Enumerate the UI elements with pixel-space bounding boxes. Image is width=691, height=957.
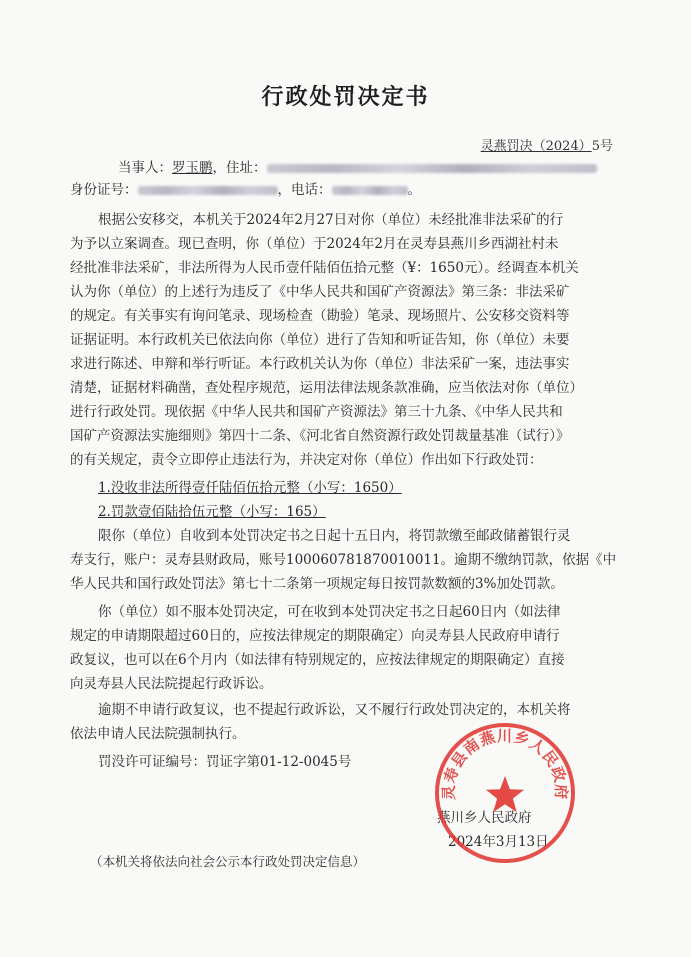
doc-number-year: （2024）	[532, 139, 592, 154]
id-line	[70, 180, 630, 200]
penalty-item-1	[98, 478, 658, 498]
body-line: 证据证明。本行政机关已依法向你（单位）进行了告知和听证告知，你（单位）未要	[70, 332, 570, 348]
body-line: 依法申请人民法院强制执行。	[70, 726, 246, 742]
penalty-item-2	[98, 502, 658, 522]
issue-date: 2024年3月13日	[448, 834, 549, 850]
body-line: 进行行政处罚。现依据《中华人民共和国矿产资源法》第三十九条、《中华人民共和	[70, 404, 563, 420]
body-line: 政复议，也可以在6个月内（如法律有特别规定的，应按法律规定的期限确定）直接	[70, 652, 565, 668]
body-line: 你（单位）如不服本处罚决定，可在收到本处罚决定书之日起60日内（如法律	[98, 604, 561, 620]
penalty-item-1-text: 1.没收非法所得壹仟陆佰伍拾元整（小写：1650）	[98, 480, 402, 496]
body-line: 规定的申请期限超过60日的，应按法律规定的期限确定）向灵寿县人民政府申请行	[70, 628, 560, 644]
doc-number-no: 5号	[591, 139, 613, 154]
seal-text: 灵寿县南燕川乡人民政府	[439, 726, 571, 801]
body-line: 逾期不申请行政复议，也不提起行政诉讼，又不履行行政处罚决定的，本机关将	[98, 702, 571, 718]
permit-number: 罚没许可证编号：罚证字第01-12-0045号	[98, 754, 352, 770]
official-seal-icon	[432, 720, 578, 866]
body-line: 为予以立案调查。现已查明，你（单位）于2024年2月在灵寿县燕川乡西湖社村未	[70, 236, 559, 252]
document-title: 行政处罚决定书	[261, 84, 430, 110]
footnote: （本机关将依法向社会公示本行政处罚决定信息）	[90, 854, 366, 869]
party-line	[118, 158, 678, 178]
redacted-id-number	[138, 186, 278, 195]
body-line: 经批准非法采矿，非法所得为人民币壹仟陆佰伍拾元整（¥：1650元）。经调查本机关	[70, 260, 579, 276]
document-number	[481, 135, 613, 154]
party-phone-label: ，电话：	[277, 182, 332, 198]
party-name: 罗玉鹏	[172, 160, 213, 176]
body-line: 根据公安移交，本机关于2024年2月27日对你（单位）未经批准非法采矿的行	[98, 212, 564, 228]
redacted-address	[267, 164, 597, 173]
doc-number-prefix: 灵燕罚决	[480, 139, 533, 154]
body-line: 寿支行，账户：灵寿县财政局，账号100060781870010011。逾期不缴纳罚款，依据《中	[70, 552, 617, 568]
body-line: 国矿产资源法实施细则》第四十二条、《河北省自然资源行政处罚裁量基准（试行）》	[70, 428, 570, 444]
body-line: 的规定。有关事实有询问笔录、现场检查（勘验）笔录、现场照片、公安移交资料等	[70, 308, 570, 324]
party-name-label: 当事人：	[118, 160, 172, 176]
body-line: 的有关规定，责令立即停止违法行为，并决定对你（单位）作出如下行政处罚：	[70, 452, 543, 468]
party-phone-tail: 。	[407, 182, 421, 198]
issuer-name: 燕川乡人民政府	[437, 810, 532, 826]
party-id-label: 身份证号：	[70, 182, 138, 198]
body-line: 华人民共和国行政处罚法》第七十二条第一项规定每日按罚款数额的3%加处罚款。	[70, 576, 564, 592]
party-address-label: ，住址：	[212, 160, 267, 176]
body-line: 求进行陈述、申辩和举行听证。本行政机关认为你（单位）非法采矿一案，违法事实	[70, 356, 570, 372]
redacted-phone	[332, 186, 408, 195]
body-line: 清楚，证据材料确凿，查处程序规范，运用法律法规条款准确，应当依法对你（单位）	[70, 380, 583, 396]
body-line: 向灵寿县人民法院提起行政诉讼。	[70, 676, 273, 692]
body-line: 限你（单位）自收到本处罚决定书之日起十五日内，将罚款缴至邮政储蓄银行灵	[98, 528, 571, 544]
penalty-item-2-text: 2.罚款壹佰陆拾伍元整（小写：165）	[98, 504, 326, 520]
body-line: 认为你（单位）的上述行为违反了《中华人民共和国矿产资源法》第三条：非法采矿	[70, 284, 570, 300]
